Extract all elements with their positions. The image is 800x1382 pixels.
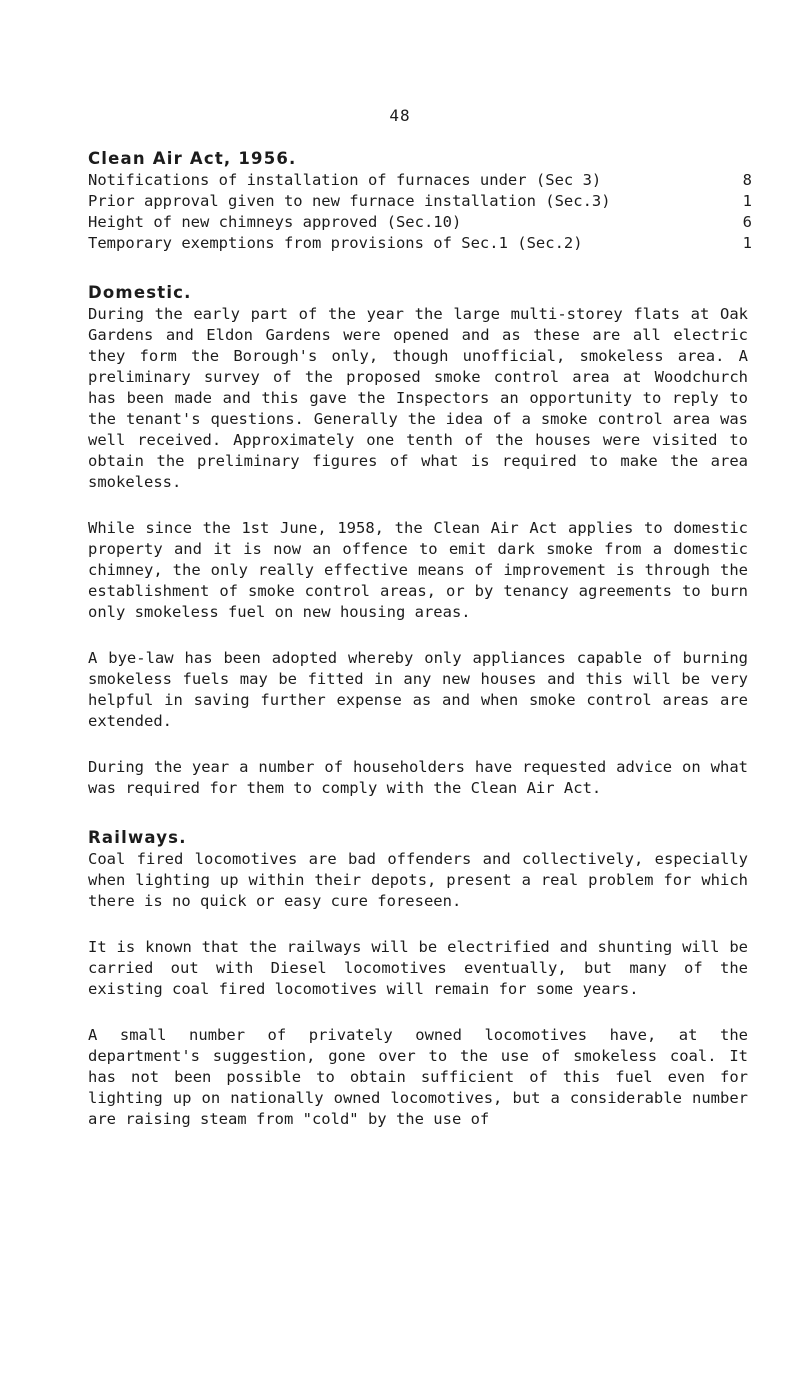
railways-section (88, 827, 748, 1130)
domestic-paragraph: During the early part of the year the large multi-storey flats at Oak Gardens and Eldon Gardens were opened and as these are all electric they form the Borough's only, though unofficial, smokeless area. A preliminary survey of the proposed smoke control area at Woodchurch has been made and this gave the Inspectors an opportunity to reply to the tenant's questions. Generally the idea of a smoke control area was well received. Approximately one tenth of the houses were visited to obtain the preliminary figures of what is required to make the area smokeless. (88, 305, 748, 491)
domestic-paragraph: A bye-law has been adopted whereby only appliances capable of burning smokeless fuels may be fitted in any new houses and this will be very helpful in saving further expense as and when smoke control areas are extended. (88, 649, 748, 730)
document-body (88, 148, 752, 1130)
notice-row (88, 191, 752, 212)
page-number: 48 (389, 106, 411, 125)
domestic-section (88, 282, 748, 799)
clean-air-act-section (88, 148, 752, 254)
domestic-paragraph: While since the 1st June, 1958, the Clean Air Act applies to domestic property and it is now an offence to emit dark smoke from a domestic chimney, the only really effective means of improvement is through the establishment of smoke control areas, or by tenancy agreements to burn only smokeless fuel on new housing areas. (88, 519, 748, 621)
railways-paragraph: It is known that the railways will be electrified and shunting will be carried out with Diesel locomotives eventually, but many of the existing coal fired locomotives will remain for some years. (88, 938, 748, 998)
domestic-heading: Domestic. (88, 283, 192, 302)
notice-row (88, 212, 752, 233)
railways-paragraph: Coal fired locomotives are bad offenders and collectively, especially when lighting up within their depots, present a real problem for which there is no quick or easy cure foreseen. (88, 850, 748, 910)
notice-label: Notifications of installation of furnaces under (Sec 3) (88, 171, 602, 189)
notice-label: Height of new chimneys approved (Sec.10) (88, 213, 462, 231)
notice-label: Prior approval given to new furnace installation (Sec.3) (88, 192, 611, 210)
notice-row (88, 170, 752, 191)
notice-count: 8 (742, 171, 752, 189)
railways-paragraph: A small number of privately owned locomotives have, at the department's suggestion, gone over to the use of smokeless coal. It has not been possible to obtain sufficient of this fuel even for lighting up on nationally owned locomotives, but a considerable number are raising steam from "cold" by the use of (88, 1026, 748, 1128)
clean-air-act-heading: Clean Air Act, 1956. (88, 149, 297, 168)
domestic-paragraph: During the year a number of householders have requested advice on what was required for them to comply with the Clean Air Act. (88, 758, 748, 797)
notice-count: 1 (742, 234, 752, 252)
notice-count: 1 (742, 192, 752, 210)
notice-label: Temporary exemptions from provisions of Sec.1 (Sec.2) (88, 234, 583, 252)
notices-list (88, 170, 752, 254)
notice-row (88, 233, 752, 254)
railways-heading: Railways. (88, 828, 187, 847)
notice-count: 6 (742, 213, 752, 231)
